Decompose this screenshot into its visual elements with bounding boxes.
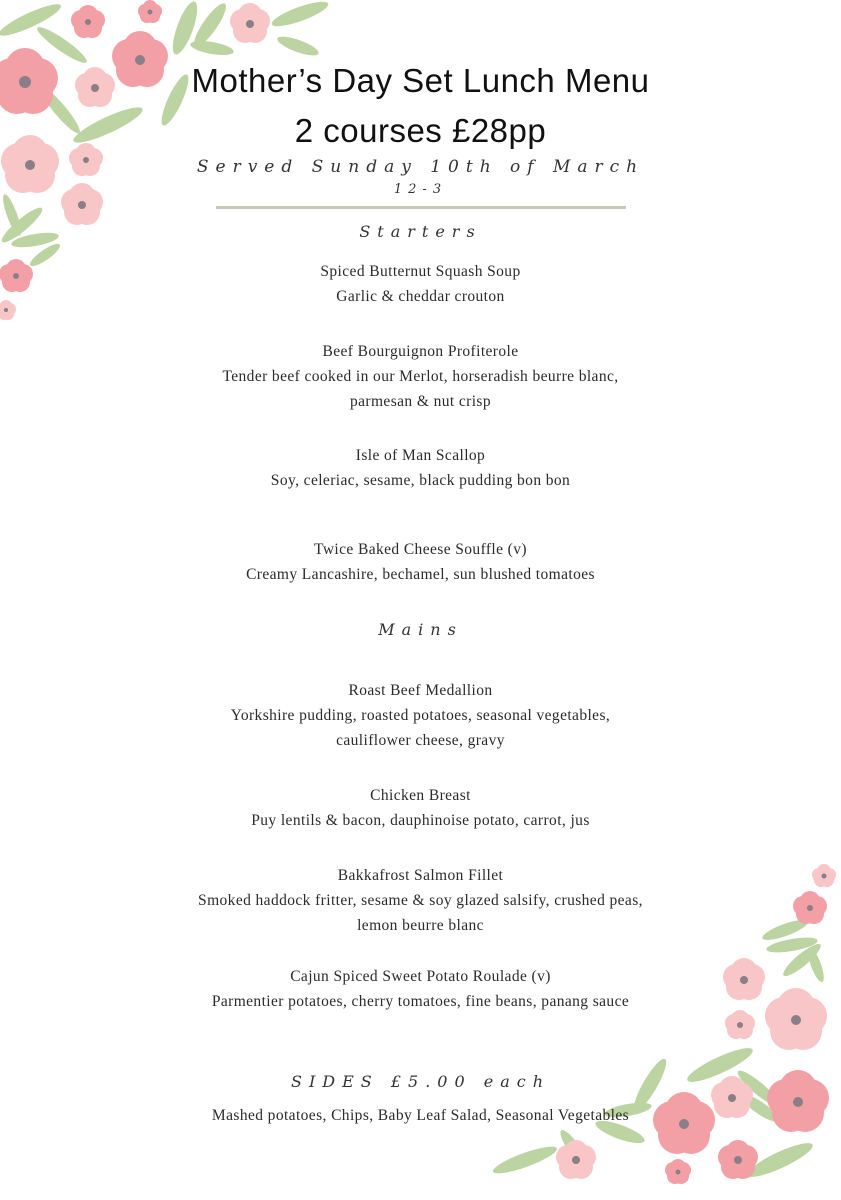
sides-list: Mashed potatoes, Chips, Baby Leaf Salad, Seasonal Vegetables — [211, 1107, 630, 1124]
dish-name: Spiced Butternut Squash Soup — [320, 263, 521, 280]
menu-price: 2 courses £28pp — [294, 112, 547, 149]
dish-description: lemon beurre blanc — [357, 917, 484, 934]
dish-item — [0, 339, 841, 414]
dish-description: Parmentier potatoes, cherry tomatoes, fine beans, panang sauce — [211, 993, 630, 1010]
header-divider — [216, 206, 626, 209]
dish-item — [0, 537, 841, 587]
dish-description: cauliflower cheese, gravy — [336, 732, 505, 749]
dish-name: Roast Beef Medallion — [348, 682, 493, 699]
dish-description: Garlic & cheddar crouton — [336, 288, 505, 305]
dish-item — [0, 259, 841, 309]
dish-description: parmesan & nut crisp — [349, 393, 491, 410]
dish-item — [0, 964, 841, 1014]
dish-description: Puy lentils & bacon, dauphinoise potato, carrot, jus — [251, 812, 590, 829]
dish-description: Creamy Lancashire, bechamel, sun blushed tomatoes — [246, 566, 595, 583]
dish-description: Tender beef cooked in our Merlot, horseradish beurre blanc, — [222, 368, 619, 385]
dish-name: Chicken Breast — [370, 787, 471, 804]
sides-heading: SIDES £5.00 each — [291, 1072, 550, 1091]
dish-item — [0, 678, 841, 753]
dish-name: Bakkafrost Salmon Fillet — [337, 867, 504, 884]
dish-description: Yorkshire pudding, roasted potatoes, seasonal vegetables, — [230, 707, 611, 724]
menu-title: Mother’s Day Set Lunch Menu — [191, 62, 650, 99]
dish-name: Isle of Man Scallop — [355, 447, 486, 464]
starters-heading: Starters — [359, 222, 482, 241]
mains-heading: Mains — [378, 620, 463, 639]
served-time: 12-3 — [393, 182, 448, 197]
dish-item — [0, 443, 841, 493]
served-date: Served Sunday 10th of March — [196, 157, 645, 177]
dish-description: Smoked haddock fritter, sesame & soy glazed salsify, crushed peas, — [198, 892, 643, 909]
dish-name: Beef Bourguignon Profiterole — [322, 343, 519, 360]
dish-name: Cajun Spiced Sweet Potato Roulade (v) — [290, 968, 551, 985]
dish-item — [0, 783, 841, 833]
dish-description: Soy, celeriac, sesame, black pudding bon bon — [270, 472, 571, 489]
dish-item — [0, 863, 841, 938]
dish-name: Twice Baked Cheese Souffle (v) — [314, 541, 527, 558]
